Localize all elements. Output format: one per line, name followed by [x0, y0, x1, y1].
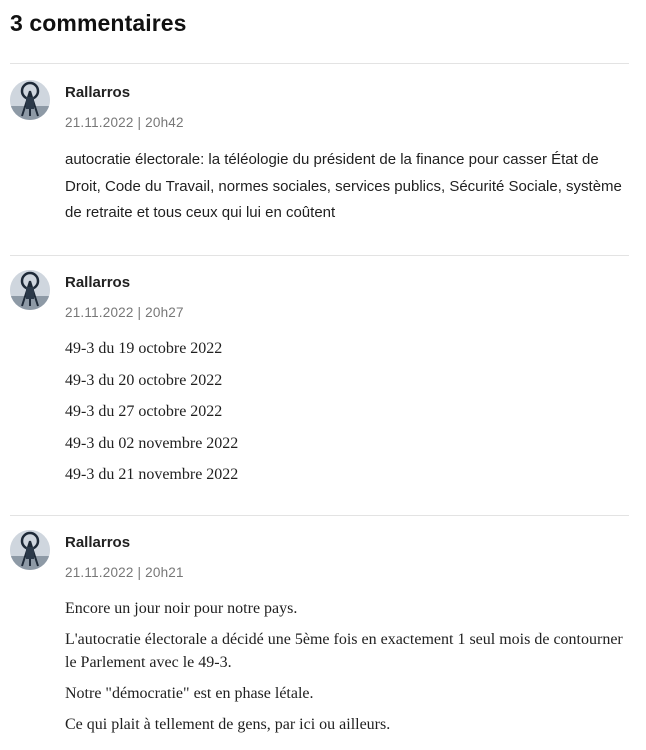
comment-divider [10, 515, 629, 516]
comment-paragraph: Encore un jour noir pour notre pays. [65, 600, 298, 617]
avatar-photo-icon [10, 270, 50, 310]
avatar-photo-icon [10, 80, 50, 120]
comment-author[interactable]: Rallarros [65, 84, 131, 101]
comment-body [65, 597, 630, 736]
comment-body [65, 337, 630, 486]
comment-date: 21.11.2022 | 20h42 [65, 115, 184, 130]
comment-paragraph: L'autocratie électorale a décidé une 5ème fois en exactement 1 seul mois de contourner le Parlement avec le 49-3. [65, 631, 623, 671]
avatar[interactable] [10, 530, 50, 570]
avatar[interactable] [10, 80, 50, 120]
comments-section-title: 3 commentaires [10, 10, 187, 36]
avatar-photo-icon [10, 530, 50, 570]
avatar[interactable] [10, 270, 50, 310]
comment-paragraph: 49-3 du 02 novembre 2022 [65, 434, 239, 452]
comment-paragraph: 49-3 du 21 novembre 2022 [65, 466, 239, 483]
comment-paragraph: 49-3 du 19 octobre 2022 [65, 340, 223, 357]
comment-divider [10, 255, 629, 256]
comment-date: 21.11.2022 | 20h27 [65, 305, 184, 320]
comment-divider [10, 63, 629, 64]
comment-paragraph: 49-3 du 20 octobre 2022 [65, 371, 223, 389]
comment-paragraph: Notre "démocratie" est en phase létale. [65, 685, 314, 702]
comment-author[interactable]: Rallarros [65, 534, 131, 551]
comment-author[interactable]: Rallarros [65, 274, 131, 291]
comment-date: 21.11.2022 | 20h21 [65, 565, 184, 580]
comment-paragraph: Ce qui plait à tellement de gens, par ici ou ailleurs. [65, 716, 391, 733]
comment-body: autocratie électorale: la téléologie du président de la finance pour casser État de Droit, Code du Travail, normes sociales, services publics, Sécurité Sociale, système de retraite et tous ceux qui lui en coûtent [65, 151, 622, 221]
comment-paragraph: 49-3 du 27 octobre 2022 [65, 403, 223, 420]
